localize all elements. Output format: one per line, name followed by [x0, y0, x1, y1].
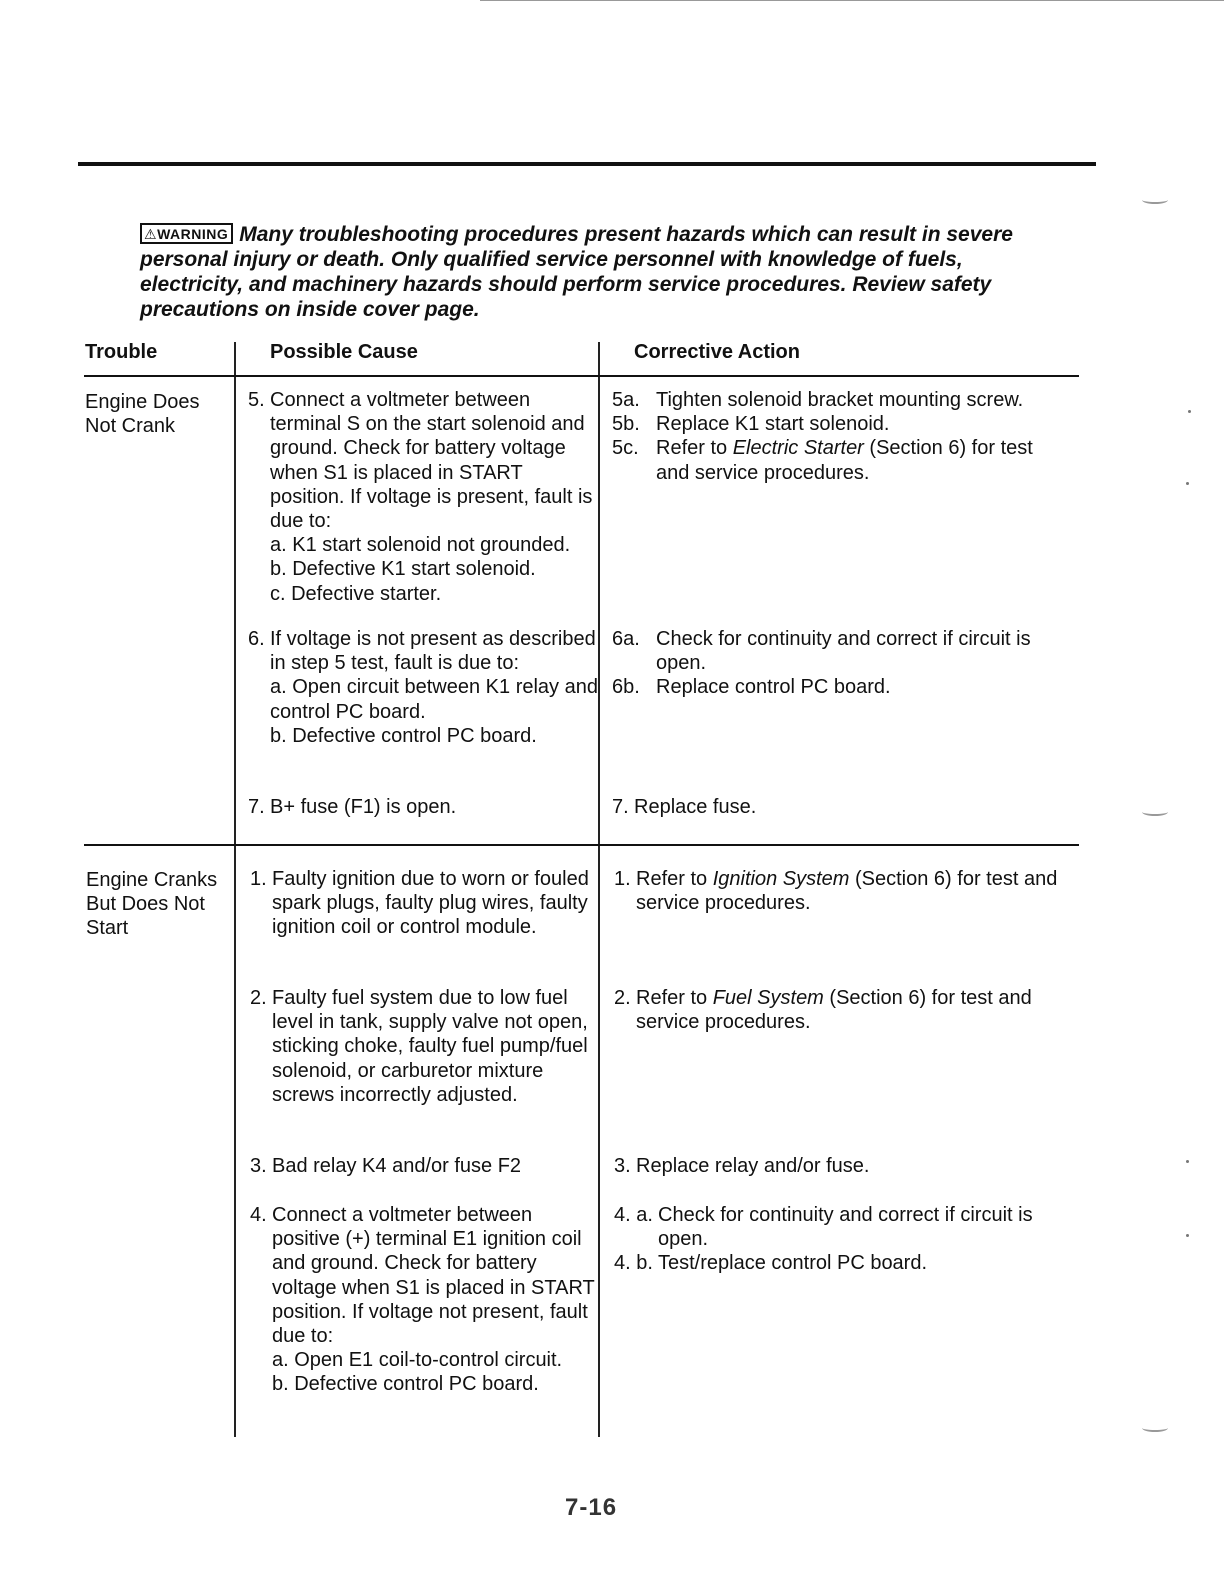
- page-number: 7-16: [565, 1494, 618, 1521]
- reference-fuel-system: Fuel System: [712, 987, 824, 1009]
- margin-mark: [1142, 808, 1168, 816]
- warning-badge: ⚠WARNING: [140, 223, 233, 244]
- action-number: 5c.: [612, 437, 639, 460]
- column-divider: [598, 342, 600, 1437]
- cause-text: Faulty fuel system due to low fuel level in tank, supply valve not open, sticking choke, faulty fuel pump/fuel solenoid, or carburetor mixture screws incorrectly adjusted.: [272, 987, 588, 1106]
- warning-text: Many troubleshooting procedures present hazards which can result in severe personal injury or death. Only qualified service personnel with knowledge of fuels, electricity, and machinery hazards should perform service procedures. Review safety precautions on inside cover page.: [140, 223, 1013, 321]
- cause-text: Bad relay K4 and/or fuse F2: [272, 1155, 522, 1177]
- action-number: 2.: [614, 987, 631, 1009]
- action-item: [612, 388, 1062, 485]
- action-item: [614, 986, 1064, 1034]
- cause-text: B+ fuse (F1) is open.: [270, 796, 457, 818]
- action-text: Test/replace control PC board.: [658, 1252, 928, 1275]
- action-item: [612, 795, 1062, 819]
- cause-item: [248, 627, 598, 748]
- cause-item: [250, 1154, 595, 1178]
- header-rule: [84, 375, 1079, 377]
- scan-dot: [1186, 1234, 1189, 1237]
- scan-dot: [1188, 410, 1191, 413]
- action-text: Refer to Electric Starter (Section 6) for test and service procedures.: [656, 437, 1033, 484]
- cause-sub-item: c. Defective starter.: [270, 582, 442, 605]
- header-trouble: Trouble: [85, 341, 158, 363]
- cause-item: [248, 795, 598, 819]
- cause-sub-item: b. Defective K1 start solenoid.: [270, 558, 536, 581]
- action-item: [614, 1203, 1064, 1276]
- cause-sub-item: a. Open circuit between K1 relay and control PC board.: [270, 676, 598, 723]
- header-corrective-action: Corrective Action: [634, 341, 800, 363]
- action-number: 3.: [614, 1155, 631, 1177]
- cause-number: 1.: [250, 868, 267, 890]
- action-text: Replace control PC board.: [656, 676, 891, 699]
- action-text: Tighten solenoid bracket mounting screw.: [656, 389, 1024, 411]
- section-rule: [84, 844, 1079, 846]
- action-item: [614, 867, 1064, 915]
- action-text: Check for continuity and correct if circuit is open.: [658, 1204, 1033, 1251]
- margin-mark: [1142, 1424, 1168, 1432]
- header-possible-cause: Possible Cause: [270, 341, 418, 363]
- action-number: 6a.: [612, 628, 640, 650]
- action-number: 7.: [612, 796, 629, 818]
- action-number: 4. b.: [614, 1252, 653, 1275]
- cause-item: [248, 388, 598, 606]
- cause-item: [250, 867, 595, 940]
- column-divider: [234, 342, 236, 1437]
- scan-dot: [1186, 482, 1189, 485]
- cause-number: 5.: [248, 389, 265, 411]
- action-text: Replace K1 start solenoid.: [656, 413, 890, 436]
- cause-text: Connect a voltmeter between positive (+) terminal E1 ignition coil and ground. Check for battery voltage when S1 is placed in START position. If voltage not present, fault due to:: [272, 1204, 595, 1348]
- cause-number: 3.: [250, 1155, 267, 1177]
- cause-text: If voltage is not present as described in step 5 test, fault is due to:: [270, 628, 596, 675]
- cause-sub-item: b. Defective control PC board.: [272, 1373, 539, 1396]
- action-text: Replace relay and/or fuse.: [636, 1155, 870, 1177]
- cause-item: [250, 986, 595, 1107]
- scan-dot: [1186, 1160, 1189, 1163]
- reference-ignition-system: Ignition System: [712, 868, 850, 890]
- cause-number: 7.: [248, 796, 265, 818]
- action-number: 1.: [614, 868, 631, 890]
- cause-text: Connect a voltmeter between terminal S on the start solenoid and ground. Check for battery voltage when S1 is placed in START position. If voltage is present, fault is due to:: [270, 389, 593, 533]
- action-number: 5b.: [612, 413, 640, 436]
- margin-mark: [1142, 196, 1168, 204]
- action-number: 4. a.: [614, 1204, 653, 1226]
- action-item: [612, 627, 1062, 700]
- action-text: Replace fuse.: [634, 796, 757, 818]
- cause-number: 2.: [250, 987, 267, 1009]
- action-number: 5a.: [612, 389, 640, 411]
- trouble-engine-does-not-crank: Engine Does Not Crank: [85, 391, 200, 438]
- reference-electric-starter: Electric Starter: [732, 437, 864, 460]
- top-rule: [78, 162, 1096, 166]
- trouble-engine-cranks-but-does-not-start: Engine Cranks But Does Not Start: [86, 869, 218, 940]
- action-number: 6b.: [612, 676, 640, 699]
- action-item: [614, 1154, 1064, 1178]
- cause-text: Faulty ignition due to worn or fouled spark plugs, faulty plug wires, faulty ignition coil or control module.: [272, 868, 589, 939]
- cause-sub-item: a. K1 start solenoid not grounded.: [270, 534, 571, 557]
- cause-number: 4.: [250, 1204, 267, 1226]
- action-text: Refer to Fuel System (Section 6) for test and service procedures.: [636, 987, 1032, 1034]
- cause-sub-item: a. Open E1 coil-to-control circuit.: [272, 1349, 563, 1372]
- cause-sub-item: b. Defective control PC board.: [270, 724, 537, 747]
- action-text: Check for continuity and correct if circuit is open.: [656, 628, 1031, 675]
- cause-number: 6.: [248, 628, 265, 650]
- cause-item: [250, 1203, 595, 1397]
- action-text: Refer to Ignition System (Section 6) for test and service procedures.: [636, 868, 1058, 915]
- top-hairline: [480, 0, 1224, 1]
- warning-notice: [140, 222, 1050, 322]
